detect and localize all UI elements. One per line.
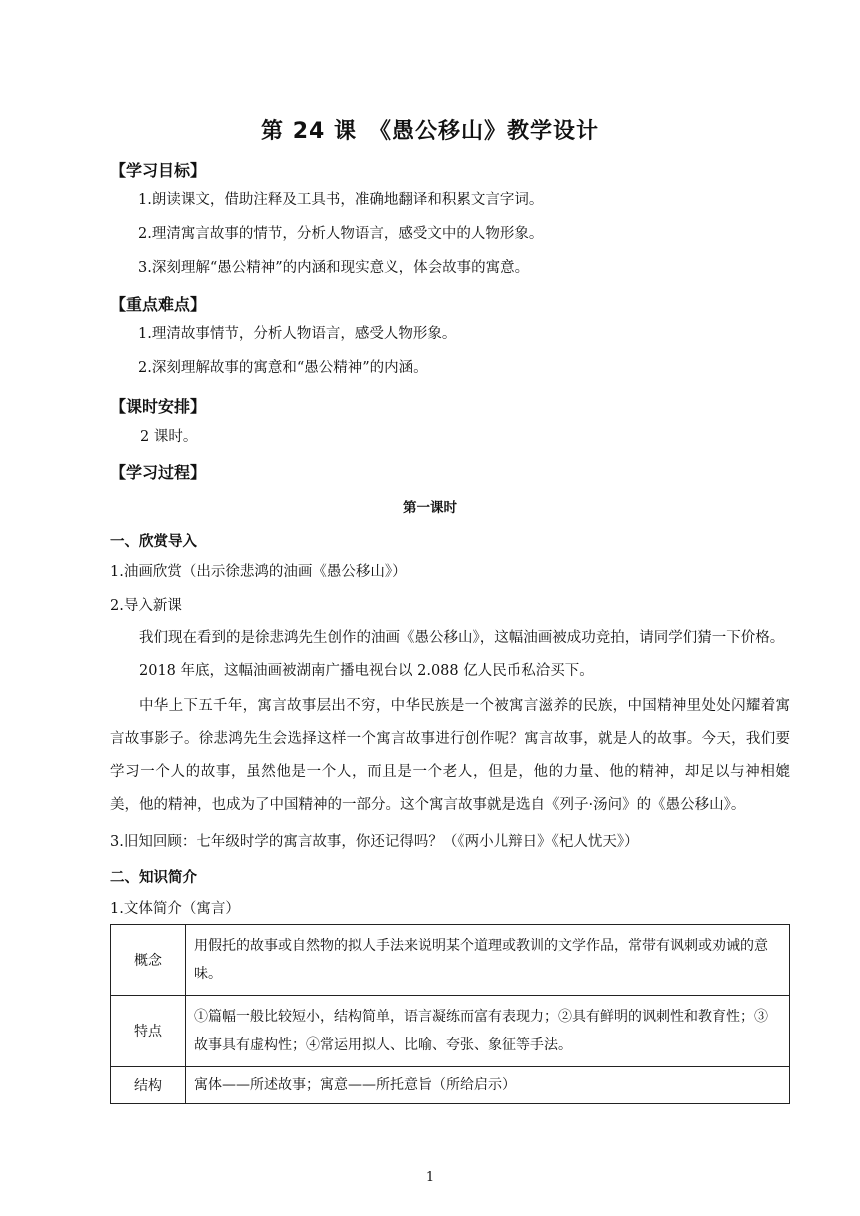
schedule-heading: 【课时安排】: [110, 397, 207, 416]
objectives-heading: 【学习目标】: [110, 161, 207, 180]
key-point-item-1: 1.理清故事情节，分析人物语言，感受人物形象。: [138, 326, 457, 342]
genre-table: [110, 924, 790, 1104]
intro-paragraph-3: 中华上下五千年，寓言故事层出不穷，中华民族是一个被寓言滋养的民族，中国精神里处处闪耀着寓言故事影子。徐悲鸿先生会选择这样一个寓言故事进行创作呢？寓言故事，就是人的故事。今天，我们要学习一个人的故事，虽然他是一个人，而且是一个老人，但是，他的力量、他的精神，却足以与神相媲美，他的精神，也成为了中国精神的一部分。这个寓言故事就是选自《列子·汤问》的《愚公移山》。: [110, 698, 790, 813]
page-number: 1: [425, 1170, 435, 1185]
part2-item-1: 1.文体简介（寓言）: [110, 901, 240, 917]
part1-item-1: 1.油画欣赏（出示徐悲鸿的油画《愚公移山》）: [110, 564, 407, 580]
table-key-cell: 结构: [111, 1067, 186, 1104]
objective-item-3: 3.深刻理解“愚公精神”的内涵和现实意义，体会故事的寓意。: [138, 260, 530, 276]
key-point-item-2: 2.深刻理解故事的寓意和“愚公精神”的内涵。: [138, 360, 428, 376]
objective-item-1: 1.朗读课文，借助注释及工具书，准确地翻译和积累文言字词。: [138, 192, 544, 208]
objective-item-2: 2.理清寓言故事的情节，分析人物语言，感受文中的人物形象。: [138, 226, 544, 242]
part1-item-2: 2.导入新课: [110, 598, 182, 614]
table-row: [111, 996, 790, 1067]
part1-item-3: 3.旧知回顾：七年级时学的寓言故事，你还记得吗？（《两小儿辩日》《杞人忧天》）: [110, 834, 639, 850]
lesson-title: 第一课时: [403, 500, 457, 516]
page-title: 第 24 课 《愚公移山》教学设计: [261, 119, 599, 144]
table-row: [111, 925, 790, 996]
table-row: [111, 1067, 790, 1104]
table-key-cell: 概念: [111, 925, 186, 996]
process-heading: 【学习过程】: [110, 463, 207, 482]
key-points-heading: 【重点难点】: [110, 295, 207, 314]
schedule-text: 2 课时。: [140, 429, 198, 445]
intro-paragraph-1: 我们现在看到的是徐悲鸿先生创作的油画《愚公移山》，这幅油画被成功竞拍，请同学们猜一下价格。: [139, 630, 785, 646]
table-value-cell: ①篇幅一般比较短小，结构简单，语言凝练而富有表现力；②具有鲜明的讽刺性和教育性；③故事具有虚构性；④常运用拟人、比喻、夸张、象征等手法。: [186, 996, 790, 1067]
part1-heading: 一、欣赏导入: [110, 534, 197, 550]
intro-paragraph-2: 2018 年底，这幅油画被湖南广播电视台以 2.088 亿人民币私洽买下。: [139, 663, 594, 679]
part2-heading: 二、知识简介: [110, 870, 197, 886]
table-key-cell: 特点: [111, 996, 186, 1067]
table-value-cell: 寓体——所述故事；寓意——所托意旨（所给启示）: [186, 1067, 790, 1104]
table-value-cell: 用假托的故事或自然物的拟人手法来说明某个道理或教训的文学作品，常带有讽刺或劝诫的意味。: [186, 925, 790, 996]
